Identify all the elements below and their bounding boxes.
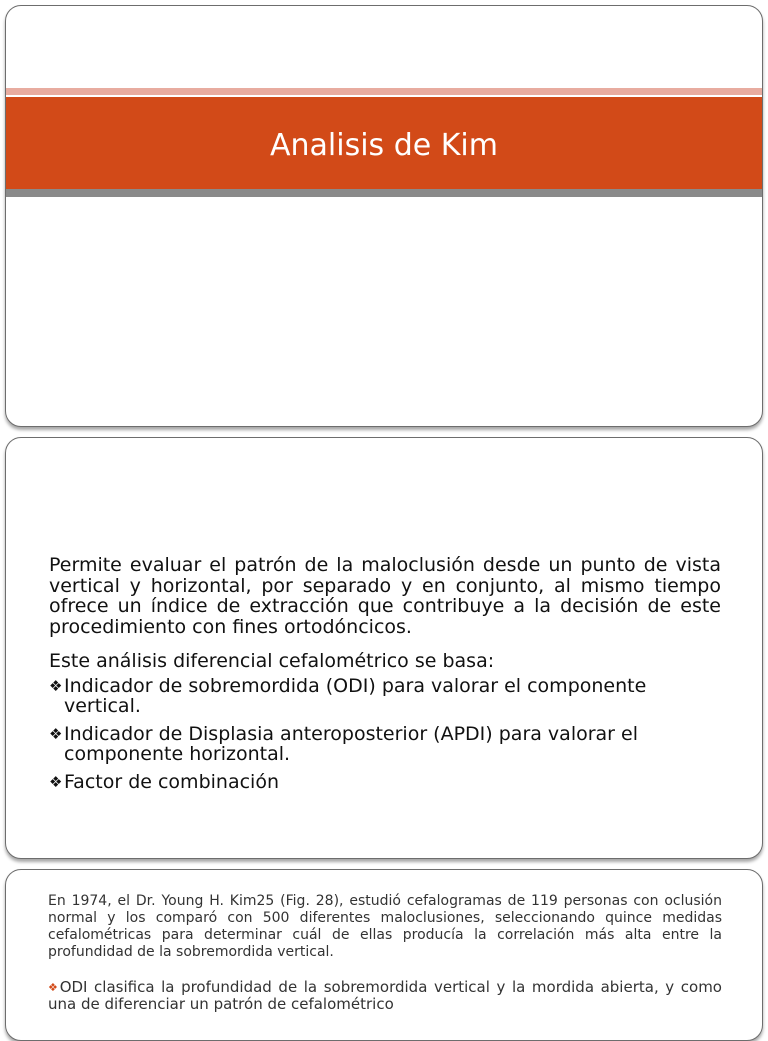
slide-body xyxy=(49,555,721,792)
list-item-text: Indicador de Displasia anteroposterior (APDI) para valorar el componente horizontal. xyxy=(64,722,638,765)
odi-bullet-text: ODI clasifica la profundidad de la sobremordida vertical y la mordida abierta, y como una de diferenciar un patrón de cefalométrico xyxy=(48,978,722,1013)
diamond-bullet-icon: ❖ xyxy=(49,772,63,791)
slide-body xyxy=(48,870,722,1013)
indicator-list xyxy=(49,676,721,793)
list-item-text: Factor de combinación xyxy=(64,770,279,793)
list-item xyxy=(49,772,721,793)
lead-text: Este análisis diferencial cefalométrico se basa: xyxy=(49,650,495,672)
slide-description xyxy=(5,437,763,859)
intro-paragraph: Permite evaluar el patrón de la maloclusión desde un punto de vista vertical y horizontal, por separado y en conjunto, al mismo tiempo ofrece un índice de extracción que contribuye a la decisión de este procedimiento con fines ortodóncicos. xyxy=(49,554,721,638)
slide-history xyxy=(5,869,763,1041)
slide-title-card xyxy=(5,5,763,427)
list-item xyxy=(49,724,721,765)
diamond-bullet-icon: ❖ xyxy=(48,981,60,994)
list-item-text: Indicador de sobremordida (ODI) para valorar el componente vertical. xyxy=(64,674,647,717)
list-item xyxy=(49,676,721,717)
odi-bullet xyxy=(48,979,722,1013)
title-band-shadow xyxy=(6,189,762,197)
slide-title: Analisis de Kim xyxy=(270,128,498,163)
title-band-accent xyxy=(6,88,762,95)
history-paragraph: En 1974, el Dr. Young H. Kim25 (Fig. 28), estudió cefalogramas de 119 personas con oclusión normal y los comparó con 500 diferentes maloclusiones, seleccionando quince medidas cefalométricas para determinar cuál de ellas producía la correlación más alta entre la profundidad de la sobremordida vertical. xyxy=(48,893,722,960)
diamond-bullet-icon: ❖ xyxy=(49,724,63,743)
diamond-bullet-icon: ❖ xyxy=(49,676,63,695)
